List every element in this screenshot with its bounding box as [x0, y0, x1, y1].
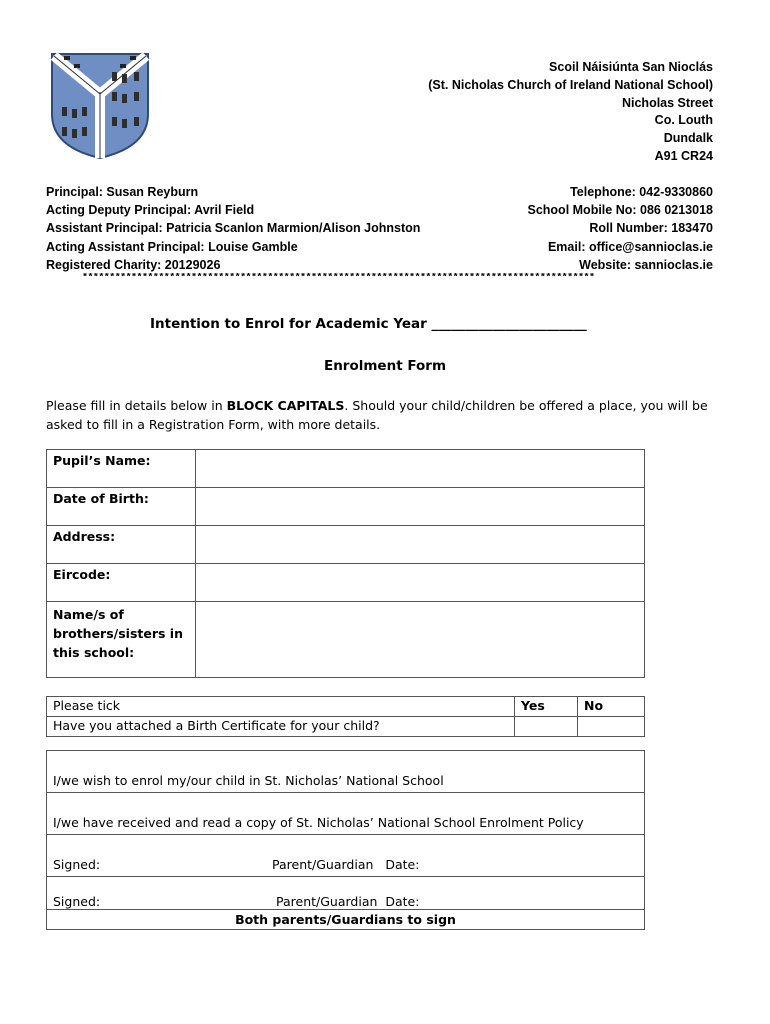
instructions-emphasis: BLOCK CAPITALS	[226, 398, 345, 413]
signature-line-1[interactable]	[47, 835, 645, 877]
no-checkbox[interactable]	[578, 717, 645, 737]
date-label: Date:	[385, 894, 420, 909]
table-row	[47, 602, 645, 678]
school-crest-logo	[50, 52, 150, 160]
declaration-table	[46, 750, 645, 930]
eircode-field[interactable]	[196, 564, 645, 602]
date-label: Date:	[385, 857, 420, 872]
registered-charity: Registered Charity: 20129026	[46, 257, 221, 272]
parent-guardian-label: Parent/Guardian	[272, 857, 374, 872]
signature-line-2[interactable]	[47, 877, 645, 910]
email: Email: office@sannioclas.ie	[547, 239, 713, 254]
table-row	[47, 877, 645, 910]
birth-certificate-tick-table	[46, 696, 645, 737]
pupil-name-label: Pupil’s Name:	[47, 450, 196, 488]
school-address	[428, 59, 713, 166]
pupil-name-field[interactable]	[196, 450, 645, 488]
instructions-suffix: . Should your child/children be offered a place, you will be asked to fill in a Registration Form, with more details.	[46, 398, 708, 432]
table-row	[47, 488, 645, 526]
pupil-details-table	[46, 449, 645, 678]
signed-label: Signed:	[53, 857, 101, 872]
acting-assistant-principal: Acting Assistant Principal: Louise Gamble	[46, 239, 298, 254]
school-name-irish: Scoil Náisiúnta San Nioclás	[549, 60, 713, 74]
address-label: Address:	[47, 526, 196, 564]
please-tick-header: Please tick	[47, 697, 515, 717]
declaration-enrol: I/we wish to enrol my/our child in St. Nicholas’ National School	[47, 751, 645, 793]
assistant-principal: Assistant Principal: Patricia Scanlon Marmion/Alison Johnston	[46, 221, 421, 236]
table-row	[47, 450, 645, 488]
birth-certificate-question: Have you attached a Birth Certificate for your child?	[47, 717, 515, 737]
acting-deputy-principal: Acting Deputy Principal: Avril Field	[46, 203, 255, 218]
both-parents-sign-note: Both parents/Guardians to sign	[47, 910, 645, 930]
siblings-label: Name/s of brothers/sisters in this school:	[47, 602, 196, 678]
date-of-birth-field[interactable]	[196, 488, 645, 526]
roll-number: Roll Number: 183470	[589, 221, 713, 236]
address-street: Nicholas Street	[621, 95, 713, 110]
intention-heading: Intention to Enrol for Academic Year _______________________	[150, 316, 587, 332]
address-town: Dundalk	[663, 131, 713, 146]
address-county: Co. Louth	[654, 113, 713, 128]
yes-header: Yes	[515, 697, 578, 717]
principal: Principal: Susan Reyburn	[46, 185, 199, 199]
eircode-label: Eircode:	[47, 564, 196, 602]
staff-list	[46, 183, 420, 274]
declaration-policy: I/we have received and read a copy of St. Nicholas’ National School Enrolment Policy	[47, 793, 645, 835]
siblings-field[interactable]	[196, 602, 645, 678]
school-name-english: (St. Nicholas Church of Ireland National School)	[428, 77, 713, 92]
form-title: Enrolment Form	[323, 358, 447, 374]
signed-label: Signed:	[53, 894, 101, 909]
telephone: Telephone: 042-9330860	[570, 185, 713, 199]
table-row	[47, 717, 645, 737]
star-separator: **********************************************************************************************	[82, 273, 595, 284]
address-eircode: A91 CR24	[654, 148, 713, 163]
table-row	[47, 751, 645, 793]
contact-details	[528, 183, 714, 274]
instructions-prefix: Please fill in details below in	[46, 398, 227, 413]
address-field[interactable]	[196, 526, 645, 564]
table-row	[47, 526, 645, 564]
table-row	[47, 835, 645, 877]
school-mobile: School Mobile No: 086 0213018	[527, 203, 713, 218]
table-row	[47, 697, 645, 717]
no-header: No	[578, 697, 645, 717]
website: Website: sannioclas.ie	[579, 257, 713, 272]
table-row	[47, 564, 645, 602]
date-of-birth-label: Date of Birth:	[47, 488, 196, 526]
table-row	[47, 793, 645, 835]
table-row	[47, 910, 645, 930]
yes-checkbox[interactable]	[515, 717, 578, 737]
parent-guardian-label: Parent/Guardian	[276, 894, 378, 909]
instructions	[46, 397, 746, 434]
